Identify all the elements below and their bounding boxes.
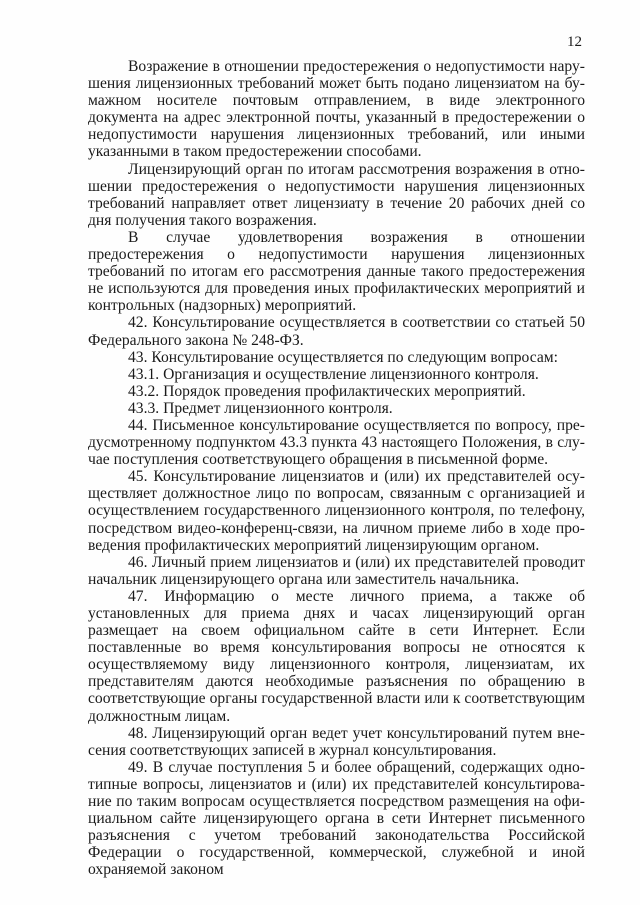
paragraph-item-47: 47. Информацию о месте личного приема, а также об установленных для приема днях и часах лицензирующий орган размещает на своем официальном сайте в сети Интернет. Если поставленные во время консультирования вопросы не относятся к осуществляемому виду лицензионного контроля, лицензиатам, их представителям даются необходимые разъяснения по обращению в соответствующие органы государственной власти или к соответствующим должностным лицам. <box>88 587 585 725</box>
paragraph-item-43-3: 43.3. Предмет лицензионного контроля. <box>128 399 393 417</box>
paragraph-item-48: 48. Лицензирующий орган ведет учет консультирований путем внесения соответствующих записей в журнал консультирования. <box>88 724 585 759</box>
paragraph-objection-submission: Возражение в отношении предостережения о недопустимости нарушения лицензионных требований может быть подано лицензиатом на бумажном носителе почтовым отправлением, в виде электронного документа на адрес электронной почты, указанный в предостережении о недопустимости нарушения лицензионных требований, или иными указанными в таком предостережении способами. <box>88 58 585 161</box>
paragraph-item-43: 43. Консультирование осуществляется по следующим вопросам: <box>128 348 558 366</box>
paragraph-item-44: 44. Письменное консультирование осуществляется по вопросу, предусмотренному подпунктом 43.3 пункта 43 настоящего Положения, в случае поступления соответствующего обращения в письменной форме. <box>88 416 585 469</box>
page-number: 12 <box>567 34 582 50</box>
paragraph-item-43-2: 43.2. Порядок проведения профилактических мероприятий. <box>128 382 526 400</box>
paragraph-item-49: 49. В случае поступления 5 и более обращений, содержащих однотипные вопросы, лицензиатов и (или) их представителей консультирование по таким вопросам осуществляется посредством размещения на официальном сайте лицензирующего органа в сети Интернет письменного разъяснения с учетом требований законодательства Российской Федерации о государственной, коммерческой, служебной и иной охраняемой законом <box>88 758 585 879</box>
paragraph-item-46: 46. Личный прием лицензиатов и (или) их представителей проводит начальник лицензирующего органа или заместитель начальника. <box>88 553 585 588</box>
paragraph-objection-satisfied: В случае удовлетворения возражения в отношении предостережения о недопустимости нарушения лицензионных требований по итогам его рассмотрения данные такого предостережения не используются для проведения иных профилактических мероприятий и контрольных (надзорных) мероприятий. <box>88 228 585 315</box>
paragraph-item-45: 45. Консультирование лицензиатов и (или) их представителей осуществляет должностное лицо по вопросам, связанным с организацией и осуществлением государственного лицензионного контроля, по телефону, посредством видео-конференц-связи, на личном приеме либо в ходе проведения профилактических мероприятий лицензирующим органом. <box>88 468 585 554</box>
document-body <box>88 58 585 879</box>
paragraph-item-42: 42. Консультирование осуществляется в соответствии со статьей 50 Федерального закона № 248-ФЗ. <box>88 314 585 349</box>
paragraph-item-43-1: 43.1. Организация и осуществление лицензионного контроля. <box>128 365 539 383</box>
paragraph-objection-response: Лицензирующий орган по итогам рассмотрения возражения в отношении предостережения о недопустимости нарушения лицензионных требований направляет ответ лицензиату в течение 20 рабочих дней со дня получения такого возражения. <box>88 160 585 229</box>
